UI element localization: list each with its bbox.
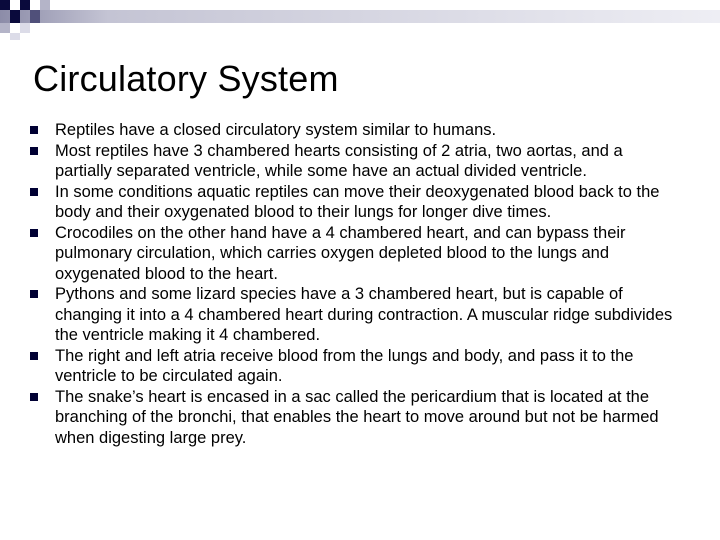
bullet-list <box>0 120 720 448</box>
bullet-text: The right and left atria receive blood from the lungs and body, and pass it to the ventricle to be circulated again. <box>55 346 634 385</box>
bullet-text: The snake’s heart is encased in a sac called the pericardium that is located at the branching of the bronchi, that enables the heart to move around but not be harmed when digesting large prey. <box>55 387 659 447</box>
bullet-item <box>0 346 720 387</box>
bullet-item <box>0 141 720 182</box>
bullet-item <box>0 284 720 346</box>
square-bullet-icon <box>30 352 38 360</box>
bullet-text: Most reptiles have 3 chambered hearts consisting of 2 atria, two aortas, and a partially separated ventricle, while some have an actual divided ventricle. <box>55 141 623 180</box>
bullet-item <box>0 387 720 449</box>
square-bullet-icon <box>30 126 38 134</box>
bullet-item <box>0 182 720 223</box>
square-bullet-icon <box>30 147 38 155</box>
bullet-text: Reptiles have a closed circulatory system similar to humans. <box>55 121 497 139</box>
slide-title: Circulatory System <box>33 58 339 99</box>
bullet-text: Crocodiles on the other hand have a 4 chambered heart, and can bypass their pulmonary circulation, which carries oxygen depleted blood to the lungs and oxygenated blood to the heart. <box>55 223 626 283</box>
square-bullet-icon <box>30 188 38 196</box>
bullet-item <box>0 223 720 285</box>
square-bullet-icon <box>30 290 38 298</box>
bullet-item <box>0 120 720 141</box>
square-bullet-icon <box>30 229 38 237</box>
bullet-text: In some conditions aquatic reptiles can move their deoxygenated blood back to the body and their oxygenated blood to their lungs for longer dive times. <box>55 182 660 221</box>
square-bullet-icon <box>30 393 38 401</box>
decorative-header-band <box>0 0 720 40</box>
bullet-text: Pythons and some lizard species have a 3 chambered heart, but is capable of changing it into a 4 chambered heart during contraction. A muscular ridge subdivides the ventricle making it 4 chambered. <box>55 285 673 344</box>
